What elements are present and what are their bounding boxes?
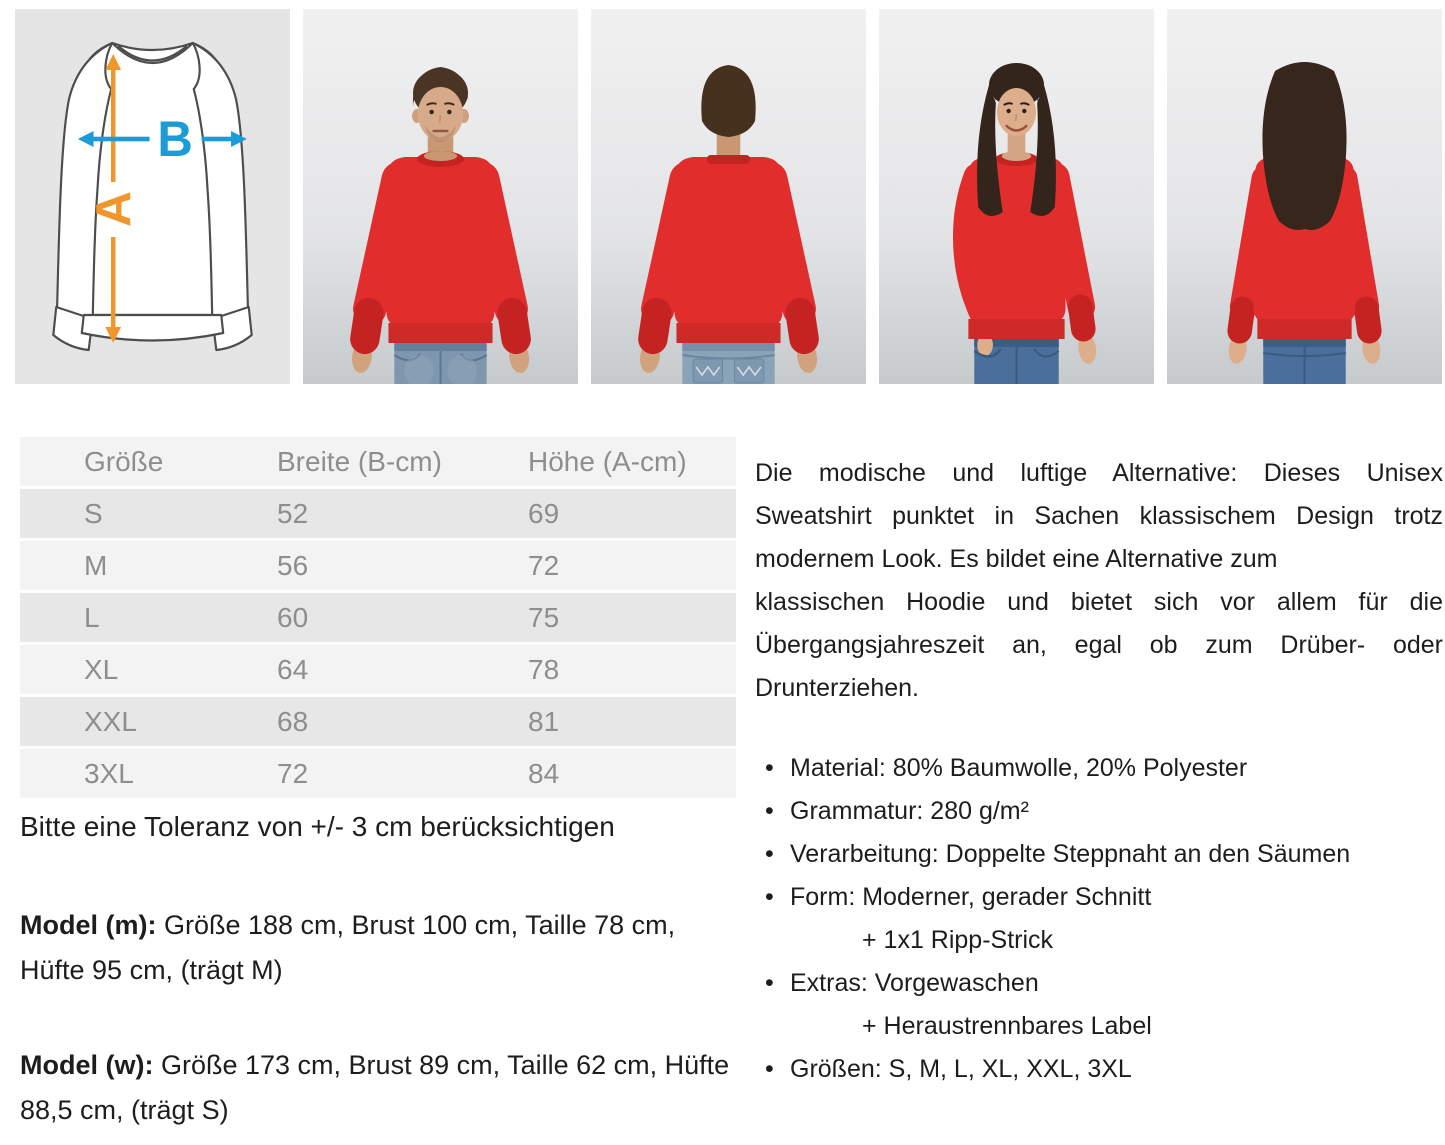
spec-groessen: • Größen: S, M, L, XL, XXL, 3XL xyxy=(755,1048,1443,1091)
spec-form: • Form: Moderner, gerader Schnitt xyxy=(755,876,1443,919)
woman-back-illustration xyxy=(1167,9,1442,384)
cell-height: 72 xyxy=(528,550,560,581)
cell-size: S xyxy=(84,498,103,529)
woman-front-illustration xyxy=(879,9,1154,384)
description-line: modernem Look. Es bildet eine Alternative zum xyxy=(755,545,1278,573)
size-diagram-panel xyxy=(15,9,290,384)
photo-woman-back xyxy=(1167,9,1442,384)
cell-height: 78 xyxy=(528,654,560,685)
diagram-label-b: B xyxy=(157,110,193,168)
man-back-illustration xyxy=(591,9,866,384)
cell-height: 81 xyxy=(528,706,560,737)
table-row-l xyxy=(20,593,736,642)
description-line: Sweatshirt punktet in Sachen klassischem Design trotz xyxy=(755,502,1443,530)
cell-width: 68 xyxy=(277,706,309,737)
model-w-label: Model (w): xyxy=(20,1050,154,1080)
cell-width: 72 xyxy=(277,758,309,789)
col-header-hoehe: Höhe (A-cm) xyxy=(528,446,687,477)
cell-width: 56 xyxy=(277,550,309,581)
cell-size: XXL xyxy=(84,706,137,737)
table-row-m xyxy=(20,541,736,590)
cell-size: L xyxy=(84,602,100,633)
spec-extras: • Extras: Vorgewaschen xyxy=(755,962,1443,1005)
photo-man-back xyxy=(591,9,866,384)
product-photo-strip xyxy=(15,9,1442,384)
cell-size: M xyxy=(84,550,108,581)
table-row-xxl xyxy=(20,697,736,746)
spec-list xyxy=(755,747,1443,1091)
spec-form-addition: + 1x1 Ripp-Strick xyxy=(862,926,1054,954)
product-description xyxy=(755,452,1443,710)
cell-size: XL xyxy=(84,654,119,685)
table-row-xl xyxy=(20,645,736,694)
model-w-measurements: Größe 173 cm, Brust 89 cm, Taille 62 cm, Hüfte 88,5 cm, (trägt S) xyxy=(20,1050,730,1125)
description-line: Übergangsjahreszeit an, egal ob zum Drüber- oder xyxy=(755,631,1443,659)
spec-grammatur: • Grammatur: 280 g/m² xyxy=(755,790,1443,833)
col-header-groesse: Größe xyxy=(84,446,164,477)
model-m-info xyxy=(20,903,736,993)
photo-man-front xyxy=(303,9,578,384)
description-line: klassischen Hoodie und bietet sich vor allem für die xyxy=(755,588,1443,616)
spec-verarbeitung: • Verarbeitung: Doppelte Steppnaht an den Säumen xyxy=(755,833,1443,876)
tolerance-note: Bitte eine Toleranz von +/- 3 cm berücksichtigen xyxy=(20,811,615,842)
table-row-s xyxy=(20,489,736,538)
model-m-measurements: Größe 188 cm, Brust 100 cm, Taille 78 cm, Hüfte 95 cm, (trägt M) xyxy=(20,910,676,985)
description-line: Die modische und luftige Alternative: Dieses Unisex xyxy=(755,459,1443,487)
man-front-illustration xyxy=(303,9,578,384)
spec-extras-addition: + Heraustrennbares Label xyxy=(862,1012,1152,1040)
size-table xyxy=(20,437,736,798)
col-header-breite: Breite (B-cm) xyxy=(277,446,442,477)
cell-width: 60 xyxy=(277,602,309,633)
product-description-column xyxy=(755,452,1443,1091)
cell-height: 75 xyxy=(528,602,560,633)
cell-width: 64 xyxy=(277,654,309,685)
size-table-header-row xyxy=(20,437,736,486)
model-m-label: Model (m): xyxy=(20,910,157,940)
cell-width: 52 xyxy=(277,498,309,529)
description-line: Drunterziehen. xyxy=(755,674,919,702)
photo-woman-front xyxy=(879,9,1154,384)
cell-height: 84 xyxy=(528,758,560,789)
spec-material: • Material: 80% Baumwolle, 20% Polyester xyxy=(755,747,1443,790)
size-info-column xyxy=(20,437,736,1133)
size-diagram-illustration xyxy=(15,9,290,384)
model-w-info xyxy=(20,1043,736,1133)
table-row-3xl xyxy=(20,749,736,798)
cell-height: 69 xyxy=(528,498,560,529)
diagram-label-a: A xyxy=(85,190,141,228)
cell-size: 3XL xyxy=(84,758,134,789)
